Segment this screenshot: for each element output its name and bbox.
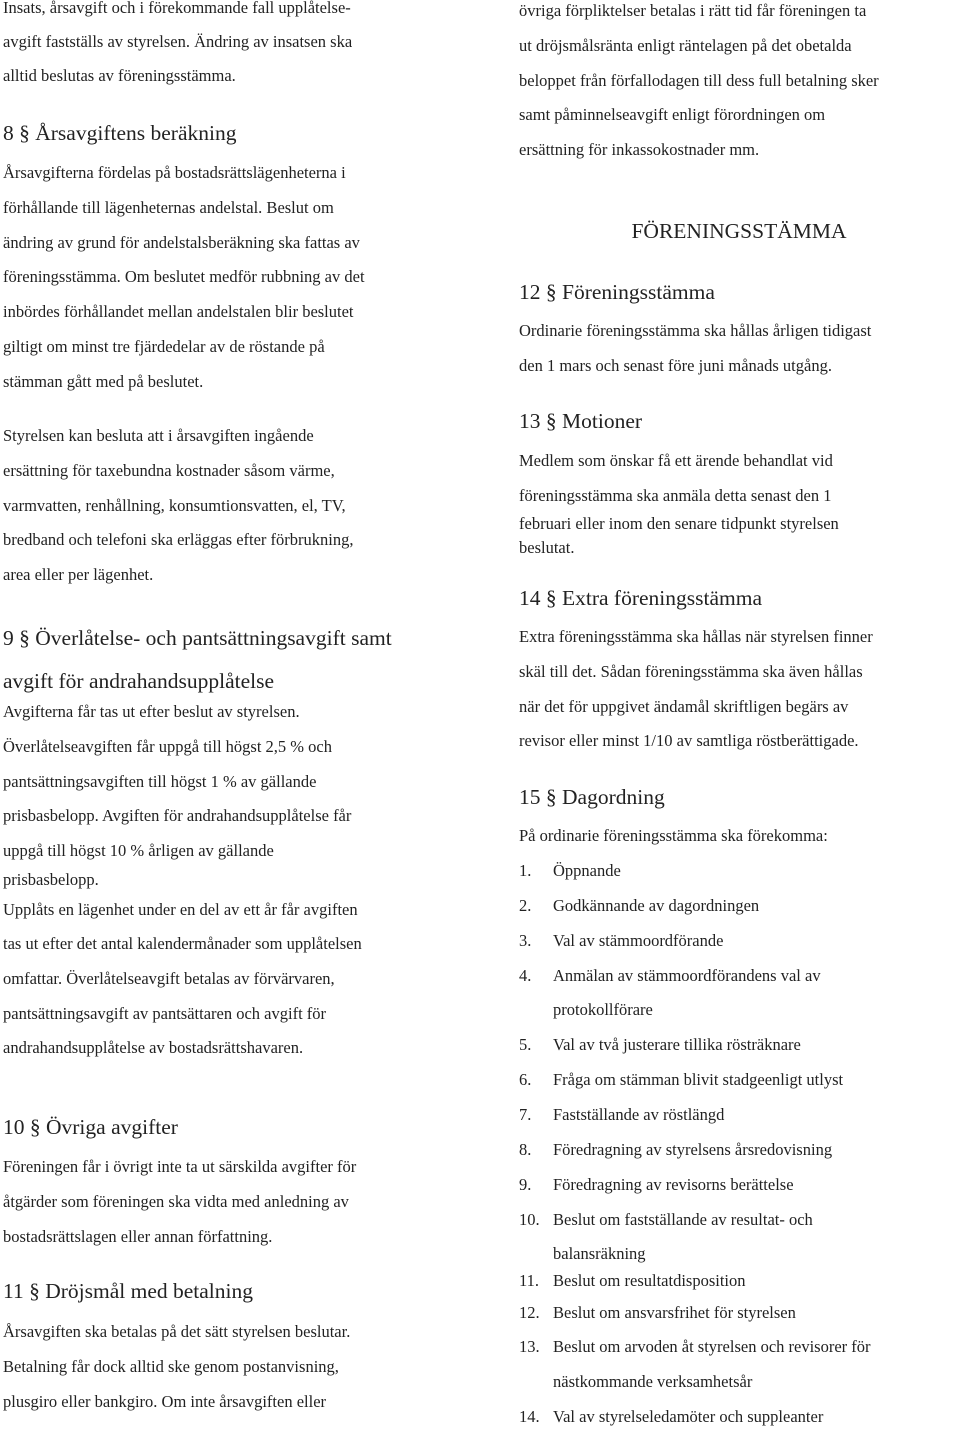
agenda-item-number: 9. [519, 1175, 532, 1194]
section-12-heading: 12 § Föreningsstämma [519, 280, 715, 304]
agenda-item-number: 8. [519, 1140, 532, 1159]
section-10-body: Föreningen får i övrigt inte ta ut särskilda avgifter för åtgärder som föreningen ska vidta med anledning av bostadsrättslagen eller annan författning. [3, 1157, 357, 1246]
agenda-item-text: Godkännande av dagordningen [553, 896, 760, 915]
section-13-body: Medlem som önskar få ett ärende behandlat vid föreningsstämma ska anmäla detta senast den 1 [519, 451, 833, 505]
section-13-heading: 13 § Motioner [519, 409, 643, 433]
agenda-item-number: 12. [519, 1303, 540, 1322]
agenda-item-text: Val av två justerare tillika rösträknare [553, 1035, 801, 1054]
section-13-body-b: februari eller inom den senare tidpunkt styrelsen beslutat. [519, 514, 839, 557]
agenda-item-text: Beslut om arvoden åt styrelsen och revisorer för [553, 1337, 871, 1356]
agenda-item-text: Föredragning av revisorns berättelse [553, 1175, 794, 1194]
section-11-body: Årsavgiften ska betalas på det sätt styrelsen beslutar. Betalning får dock alltid ske genom postanvisning, plusgiro eller bankgiro. Om inte årsavgiften eller [3, 1322, 351, 1411]
section-14-body: Extra föreningsstämma ska hållas när styrelsen finner skäl till det. Sådan föreningsstämma ska även hållas när det för uppgivet ändamål skriftligen begärs av revisor eller minst 1/10 av samtliga röstberättigade. [519, 627, 873, 751]
agenda-item-number: 11. [519, 1271, 540, 1290]
section-9-heading: 9 § Överlåtelse- och pantsättningsavgift samt avgift för andrahandsupplåtelse [3, 626, 392, 693]
section-9-body-b: prisbasbelopp. Upplåts en lägenhet under en del av ett år får avgiften [3, 870, 358, 919]
paragraph-intro: Insats, årsavgift och i förekommande fall upplåtelse- avgift fastställs av styrelsen. Ändring av insatsen ska alltid beslutas av föreningsstämma. [3, 0, 353, 85]
agenda-item-text: protokollförare [553, 1000, 653, 1019]
section-8-heading: 8 § Årsavgiftens beräkning [3, 121, 237, 145]
agenda-item-number: 7. [519, 1105, 532, 1124]
chapter-heading: FÖRENINGSSTÄMMA [631, 219, 847, 243]
agenda-item-number: 10. [519, 1210, 540, 1229]
agenda-item-number: 2. [519, 896, 532, 915]
agenda-item-text: Beslut om ansvarsfrihet för styrelsen [553, 1303, 796, 1322]
agenda-item-text: nästkommande verksamhetsår [553, 1372, 753, 1391]
agenda-item-number: 1. [519, 861, 532, 880]
agenda-item-text: Fastställande av röstlängd [553, 1105, 725, 1124]
paragraph-continued: övriga förpliktelser betalas i rätt tid får föreningen ta ut dröjsmålsränta enligt räntelagen på det obetalda beloppet från förfallodagen till dess full betalning sker samt påminnelseavgift enligt förordningen om ersättning för inkassokostnader mm. [519, 1, 879, 160]
agenda-item-text: Beslut om fastställande av resultat- och [553, 1210, 813, 1229]
agenda-item-number: 3. [519, 931, 532, 950]
agenda-item-text: Anmälan av stämmoordförandens val av [553, 966, 821, 985]
agenda-item-text: balansräkning [553, 1244, 646, 1263]
agenda-item-number: 4. [519, 966, 532, 985]
agenda-item-number: 5. [519, 1035, 532, 1054]
agenda-item-number: 6. [519, 1070, 532, 1089]
section-14-heading: 14 § Extra föreningsstämma [519, 586, 763, 610]
agenda-item-number: 14. [519, 1407, 540, 1426]
section-8-body: Årsavgifterna fördelas på bostadsrättslägenheterna i förhållande till lägenheternas andelstal. Beslut om ändring av grund för andelstalsberäkning ska fattas av föreningsstämma. Om beslutet medför rubbning av det inbördes förhållandet mellan andelstalen blir beslutet giltigt om minst tre fjärdedelar av de röstande på stämman gått med på beslutet. [3, 163, 365, 391]
agenda-item-text: Öppnande [553, 861, 621, 880]
section-15-heading: 15 § Dagordning [519, 785, 665, 809]
section-9-body: Avgifterna får tas ut efter beslut av styrelsen. Överlåtelseavgiften får uppgå till högst 2,5 % och pantsättningsavgiften till högst 1 % av gällande prisbasbelopp. Avgiften för andrahandsupplåtelse får uppgå till högst 10 % årligen av gällande [3, 702, 352, 861]
section-11-heading: 11 § Dröjsmål med betalning [3, 1279, 253, 1303]
agenda-item-text: Föredragning av styrelsens årsredovisning [553, 1140, 833, 1159]
agenda-item-text: Val av stämmoordförande [553, 931, 724, 950]
agenda-item-text: Beslut om resultatdisposition [553, 1271, 746, 1290]
section-8-body-2: Styrelsen kan besluta att i årsavgiften ingående ersättning för taxebundna kostnader såsom värme, varmvatten, renhållning, konsumtionsvatten, el, TV, bredband och telefoni ska erläggas efter förbrukning, area eller per lägenhet. [3, 426, 354, 585]
agenda-item-text: Val av styrelseledamöter och suppleanter [553, 1407, 824, 1426]
agenda-item-text: Fråga om stämman blivit stadgeenligt utlyst [553, 1070, 844, 1089]
section-15-intro: På ordinarie föreningsstämma ska förekomma: [519, 826, 828, 845]
section-12-body: Ordinarie föreningsstämma ska hållas årligen tidigast den 1 mars och senast före juni månads utgång. [519, 321, 872, 375]
agenda-item-number: 13. [519, 1337, 540, 1356]
section-9-body-c: tas ut efter det antal kalendermånader som upplåtelsen omfattar. Överlåtelseavgift betalas av förvärvaren, pantsättningsavgift av pantsättaren och avgift för andrahandsupplåtelse av bostadsrättshavaren. [3, 934, 362, 1058]
section-10-heading: 10 § Övriga avgifter [3, 1115, 178, 1139]
